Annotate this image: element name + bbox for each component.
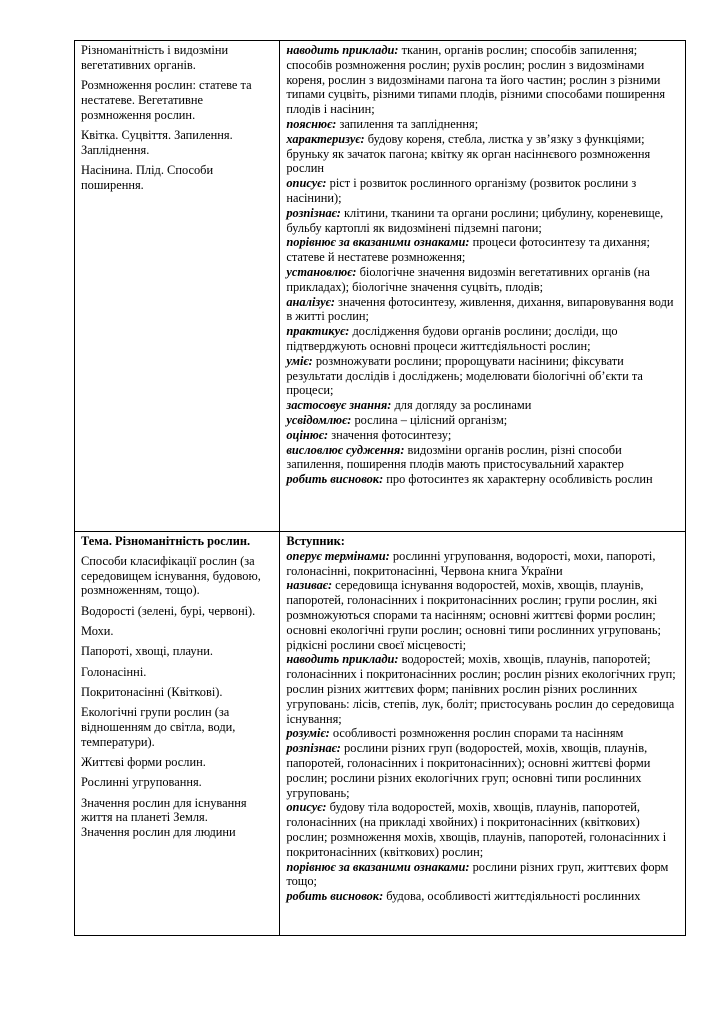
outcome-text: рослини різних груп (водоростей, мохів, хвощів, плаунів, папоротей, голонасінних і покритонасінних); основні життєві форми рослин; рослини різних екологічних груп; основні типи рослинних угруповань;	[286, 741, 651, 800]
outcome-item	[286, 578, 680, 652]
outcome-keyword: робить висновок:	[286, 472, 384, 487]
outcome-text: водоростей; мохів, хвощів, плаунів, папоротей;	[398, 652, 651, 667]
content-item: Насінина. Плід. Способи поширення.	[81, 163, 214, 192]
content-item: Розмноження рослин: статеве та нестатеве. Вегетативне розмноження рослин.	[81, 78, 252, 122]
outcome-keyword: порівнює за вказаними ознаками:	[286, 235, 470, 250]
content-item: Покритонасінні (Квіткові).	[81, 684, 223, 699]
outcome-text: рослинні угруповання, водорості, мохи, папороті, голонасінні, покритонасінні, Червона книга України	[286, 548, 656, 578]
outcome-text: середовища існування водоростей, мохів, хвощів, плаунів, папоротей, голонасінних і покритонасінних рослин; групи рослин, які розмножуються спорами та насінням; основні життєві форми рослин; основні екологічні групи рослин; основні типи рослинних угруповань; рідкісні рослини своєї місцевості;	[286, 578, 661, 652]
table-row	[75, 532, 686, 936]
outcome-item	[286, 860, 680, 890]
outcome-item	[286, 652, 680, 667]
outcome-text: будову тіла водоростей, мохів, хвощів, плаунів, папоротей, голонасінних (на прикладі хвойних) і покритонасінних (квіткових) рослин; розмноження мохів, хвощів, плаунів, папоротей, голонасінних і покритонасінних (квіткових) рослин;	[286, 800, 667, 859]
outcome-keyword: оперує термінами:	[286, 548, 390, 563]
outcome-keyword: наводить приклади:	[286, 652, 399, 667]
outcome-keyword: розпізнає:	[286, 741, 341, 756]
outcome-text: особливості розмноження рослин спорами та насінням	[329, 726, 624, 741]
outcome-item	[286, 117, 680, 132]
content-item: Способи класифікації рослин (за середовищем існування, будовою, розмноженням, тощо).	[81, 553, 261, 598]
outcome-keyword: установлює:	[286, 264, 357, 279]
content-item: Екологічні групи рослин (за відношенням до світла, води, температури).	[81, 705, 236, 749]
outcome-item	[286, 472, 680, 487]
outcome-text: рослини різних груп, життєвих форм тощо;	[286, 859, 669, 889]
outcome-item	[286, 800, 680, 859]
outcome-keyword: пояснює:	[286, 116, 337, 131]
outcome-keyword: описує:	[286, 176, 327, 191]
outcome-item	[286, 741, 680, 800]
table-row	[75, 41, 686, 532]
outcome-item	[286, 889, 680, 904]
outcome-item	[286, 265, 680, 295]
outcome-text: процеси фотосинтезу та дихання;	[469, 235, 650, 250]
outcome-text: будову кореня, стебла, листка у зв’язку з функціями; бруньку як зачаток пагона; квітку як орган насіннєвого розмноження рослин	[286, 131, 651, 176]
outcome-text: клітини, тканини та органи рослини; цибулину, кореневище, бульбу картоплі як видозмінені підземні пагони;	[286, 205, 664, 235]
content-item: Рослинні угруповання.	[81, 775, 202, 790]
content-cell	[75, 41, 280, 532]
outcome-item	[286, 176, 680, 206]
outcome-keyword: застосовує знання:	[286, 398, 392, 413]
outcome-text: будова, особливості життєдіяльності рослинних	[383, 889, 641, 904]
content-item: Мохи.	[81, 623, 114, 638]
outcome-item	[286, 354, 680, 398]
outcome-item	[286, 443, 680, 473]
section-heading: Вступник:	[286, 534, 345, 548]
outcome-text: тканин, органів рослин; способів запилення; способів розмноження рослин; рухів рослин; рослин з видозмінами кореня, рослин з видозмінами пагона та його частин; рослин з різними типами суцвіть, різними типами плодів, різними способами поширення плодів і насінин;	[286, 43, 666, 117]
outcome-keyword: робить висновок:	[286, 889, 384, 904]
outcome-text: дослідження будови органів рослини; досліди, що підтверджують основні процеси життєдіяльності рослин;	[286, 324, 618, 353]
outcome-item	[286, 43, 680, 117]
outcome-keyword: описує:	[286, 800, 327, 815]
outcome-text: значення фотосинтезу;	[328, 427, 452, 442]
outcome-text: запилення та запліднення;	[336, 116, 479, 131]
outcome-text: голонасінних і покритонасінних рослин; рослин різних екологічних груп; рослин різних життєвих форм; панівних рослин різних рослинних угруповань: лісів, степів, лук, боліт; пристосувань рослин до середовища існування;	[286, 667, 676, 726]
outcome-text: ріст і розвиток рослинного організму (розвиток рослини з насінини);	[286, 176, 637, 205]
outcome-keyword: наводить приклади:	[286, 43, 399, 57]
outcome-text: видозміни органів рослин, різні способи запилення, поширення плодів мають пристосувальний характер	[286, 442, 624, 472]
outcome-keyword: висловлює судження:	[286, 442, 405, 457]
outcome-keyword: уміє:	[286, 353, 313, 368]
content-item: Різноманітність і видозміни вегетативних органів.	[81, 43, 229, 72]
outcome-item	[286, 324, 680, 354]
content-item: Життєві форми рослин.	[81, 755, 206, 770]
content-item: Водорості (зелені, бурі, червоні).	[81, 603, 256, 618]
outcome-text: про фотосинтез як характерну особливість рослин	[383, 472, 653, 487]
outcome-item	[286, 667, 680, 726]
content-item: Квітка. Суцвіття. Запилення. Запліднення.	[81, 127, 233, 157]
outcome-keyword: оцінює:	[286, 427, 329, 442]
outcome-item	[286, 132, 680, 176]
outcome-text: для догляду за рослинами	[391, 398, 532, 413]
outcome-text: статеве й нестатеве розмноження;	[286, 250, 466, 265]
outcome-item	[286, 549, 680, 579]
content-item: Папороті, хвощі, плауни.	[81, 644, 213, 659]
outcome-keyword: аналізує:	[286, 294, 335, 309]
content-item: Значення рослин для людини	[81, 825, 236, 840]
outcomes-cell	[280, 532, 686, 936]
outcome-text: розмножувати рослини; пророщувати насінини; фіксувати результати дослідів і досліджень; моделювати біологічні об’єкти та процеси;	[286, 353, 643, 398]
outcome-text: значення фотосинтезу, живлення, дихання, випаровування води в житті рослин;	[286, 294, 674, 324]
outcome-item	[286, 206, 680, 236]
outcome-keyword: характеризує:	[286, 131, 365, 146]
curriculum-table	[74, 40, 686, 936]
outcome-keyword: практикує:	[286, 324, 350, 339]
outcome-keyword: розпізнає:	[286, 205, 341, 220]
outcome-item	[286, 726, 680, 741]
outcome-item	[286, 235, 680, 250]
outcome-item	[286, 295, 680, 325]
outcome-item	[286, 398, 680, 413]
outcome-text: біологічне значення видозмін вегетативних органів (на прикладах); біологічне значення суцвіть, плодів;	[286, 264, 650, 294]
outcomes-cell	[280, 41, 686, 532]
topic-title: Тема. Різноманітність рослин.	[81, 534, 251, 548]
outcome-text: рослина – цілісний організм;	[351, 412, 508, 427]
outcome-item	[286, 428, 680, 443]
outcome-item	[286, 250, 680, 265]
outcome-keyword: усвідомлює:	[286, 412, 352, 427]
content-item: Голонасінні.	[81, 664, 147, 679]
content-cell	[75, 532, 280, 936]
outcome-keyword: розуміє:	[286, 726, 330, 741]
content-item: Значення рослин для існування життя на планеті Земля.	[81, 795, 247, 825]
outcome-keyword: порівнює за вказаними ознаками:	[286, 859, 470, 874]
outcome-keyword: називає:	[286, 578, 333, 593]
outcome-item	[286, 413, 680, 428]
